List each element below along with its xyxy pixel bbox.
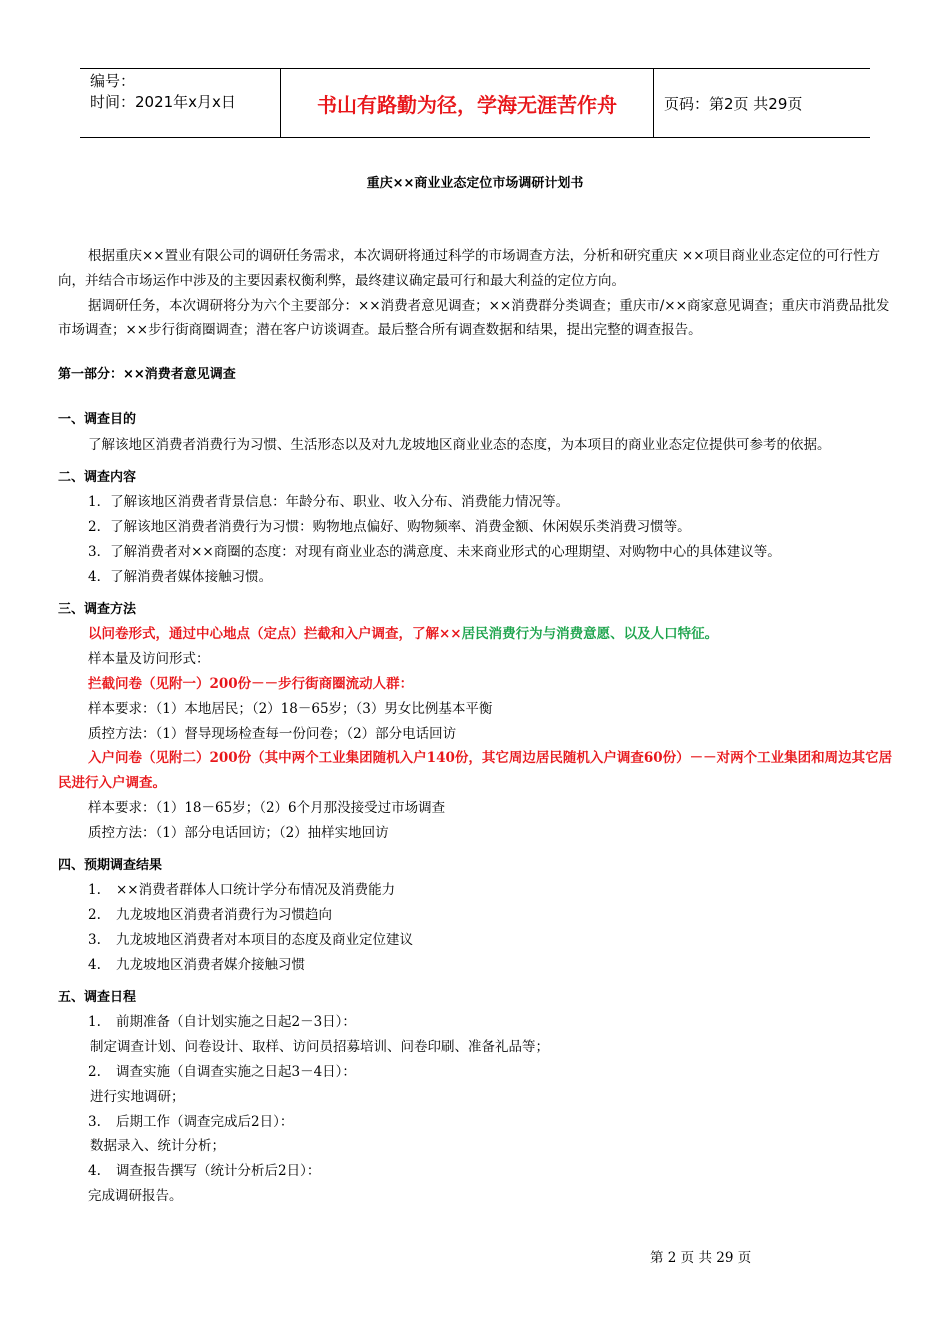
section3-heading: 三、调查方法 xyxy=(58,601,137,617)
home-quality-control: 质控方法：（1）部分电话回访；（2）抽样实地回访 xyxy=(88,824,389,841)
sample-form-label: 样本量及访问形式： xyxy=(88,651,210,668)
intercept-sample-requirements: 样本要求：（1）本地居民；（2）18－65岁；（3）男女比例基本平衡 xyxy=(88,700,493,717)
header-motto: 书山有路勤为径，学海无涯苦作舟 xyxy=(281,69,654,137)
intercept-quality-control: 质控方法：（1）督导现场检查每一份问卷；（2）部分电话回访 xyxy=(88,725,457,742)
schedule-step-1-detail: 制定调查计划、问卷设计、取样、访问员招募培训、问卷印刷、准备礼品等； xyxy=(90,1039,549,1056)
intro-paragraph-1: 根据重庆××置业有限公司的调研任务需求，本次调研将通过科学的市场调查方法，分析和研究重庆 ××项目商业业态定位的可行性方向，并结合市场运作中涉及的主要因素权衡利弊，最终建议确定最可行和最大利益的定位方向。 xyxy=(58,248,881,289)
section1-text: 了解该地区消费者消费行为习惯、生活形态以及对九龙坡地区商业业态的态度，为本项目的商业业态定位提供可参考的依据。 xyxy=(88,436,831,453)
time-label: 时间：2021年x月x日 xyxy=(90,93,236,111)
result-item-4: 4. 九龙坡地区消费者媒介接触习惯 xyxy=(88,956,305,973)
schedule-step-1: 1. 前期准备（自计划实施之日起2－3日）： xyxy=(88,1014,356,1031)
schedule-step-2-detail: 进行实地调研； xyxy=(90,1088,185,1105)
schedule-step-3-detail: 数据录入、统计分析； xyxy=(90,1138,225,1155)
page-footer: 第 2 页 共 29 页 xyxy=(650,1250,752,1266)
section2-heading: 二、调查内容 xyxy=(58,469,137,485)
schedule-step-3: 3. 后期工作（调查完成后2日）： xyxy=(88,1113,294,1130)
schedule-step-2: 2. 调查实施（自调查实施之日起3－4日）： xyxy=(88,1063,356,1080)
document-body xyxy=(58,244,896,1209)
survey-method-green: 居民消费行为与消费意愿、以及人口特征。 xyxy=(461,626,719,643)
document-title: 重庆××商业业态定位市场调研计划书 xyxy=(366,176,584,191)
result-item-1: 1. ××消费者群体人口统计学分布情况及消费能力 xyxy=(88,882,396,899)
home-survey-title: 入户问卷（见附二）200份（其中两个工业集团随机入户140份，其它周边居民随机入户调查60份）－－对两个工业集团和周边其它居民进行入户调查。 xyxy=(58,750,893,792)
result-item-2: 2. 九龙坡地区消费者消费行为习惯趋向 xyxy=(88,907,332,924)
intro-paragraph-2: 据调研任务，本次调研将分为六个主要部分：××消费者意见调查；××消费群分类调查；重庆市/××商家意见调查；重庆市消费品批发市场调查；××步行街商圈调查；潜在客户访谈调查。最后整合所有调查数据和结果，提出完整的调查报告。 xyxy=(58,297,890,339)
section2-item-3: 3．了解消费者对××商圈的态度：对现有商业业态的满意度、未来商业形式的心理期望、对购物中心的具体建议等。 xyxy=(88,543,781,560)
header-table xyxy=(80,68,870,138)
part1-title: 第一部分：××消费者意见调查 xyxy=(58,367,236,383)
section2-item-1: 1．了解该地区消费者背景信息：年龄分布、职业、收入分布、消费能力情况等。 xyxy=(88,494,570,511)
survey-method-line xyxy=(58,622,896,647)
home-sample-requirements: 样本要求：（1）18－65岁；（2）6个月那没接受过市场调查 xyxy=(88,799,446,816)
intercept-survey-title: 拦截问卷（见附一）200份－－步行街商圈流动人群： xyxy=(88,675,414,692)
schedule-step-4-detail: 完成调研报告。 xyxy=(88,1187,183,1204)
schedule-step-4: 4. 调查报告撰写（统计分析后2日）： xyxy=(88,1163,321,1180)
header-page-info: 页码：第2页 共29页 xyxy=(664,94,803,113)
header-left-cell xyxy=(80,69,281,137)
code-label: 编号： xyxy=(90,72,136,90)
section1-heading: 一、调查目的 xyxy=(58,411,137,427)
section2-item-2: 2．了解该地区消费者消费行为习惯：购物地点偏好、购物频率、消费金额、休闲娱乐类消费习惯等。 xyxy=(88,519,691,536)
section4-heading: 四、预期调查结果 xyxy=(58,857,163,873)
section2-item-4: 4．了解消费者媒体接触习惯。 xyxy=(88,568,273,585)
section5-heading: 五、调查日程 xyxy=(58,989,137,1005)
result-item-3: 3. 九龙坡地区消费者对本项目的态度及商业定位建议 xyxy=(88,931,413,948)
survey-method-red: 以问卷形式，通过中心地点（定点）拦截和入户调查，了解×× xyxy=(88,626,462,643)
